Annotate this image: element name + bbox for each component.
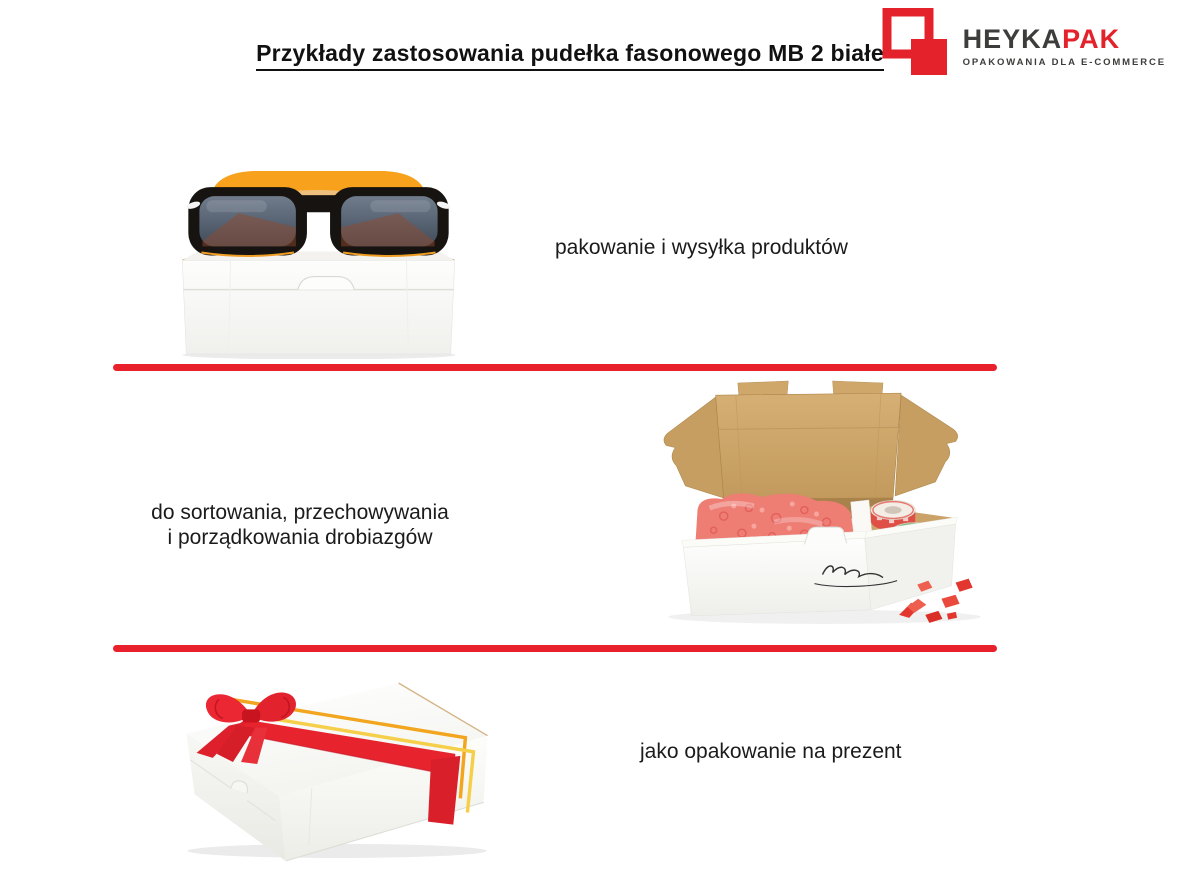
logo-brand bbox=[963, 26, 1166, 53]
photo-open-box-with-filling bbox=[653, 377, 991, 631]
photo-sunglasses-on-white-box bbox=[170, 163, 467, 359]
red-divider-bottom bbox=[113, 645, 997, 652]
caption-sorting-line1: do sortowania, przechowywania bbox=[151, 501, 449, 524]
logo-tagline: OPAKOWANIA DLA E-COMMERCE bbox=[962, 57, 1166, 68]
logo-text bbox=[963, 26, 1166, 68]
red-divider-top bbox=[113, 364, 997, 371]
page-title: Przykłady zastosowania pudełka fasonowego MB 2 białe bbox=[256, 40, 884, 71]
heykapak-logo bbox=[881, 8, 1166, 80]
caption-sorting-line2: i porządkowania drobiazgów bbox=[167, 526, 433, 549]
caption-sorting-storing bbox=[128, 500, 472, 550]
heykapak-squares-icon bbox=[881, 8, 953, 80]
logo-brand-primary: HEYKA bbox=[962, 24, 1063, 54]
logo-brand-accent: PAK bbox=[1062, 24, 1121, 54]
caption-packing-shipping: pakowanie i wysyłka produktów bbox=[555, 236, 848, 259]
photo-gift-box-with-ribbon bbox=[170, 669, 494, 861]
caption-gift-packaging: jako opakowanie na prezent bbox=[640, 740, 902, 763]
